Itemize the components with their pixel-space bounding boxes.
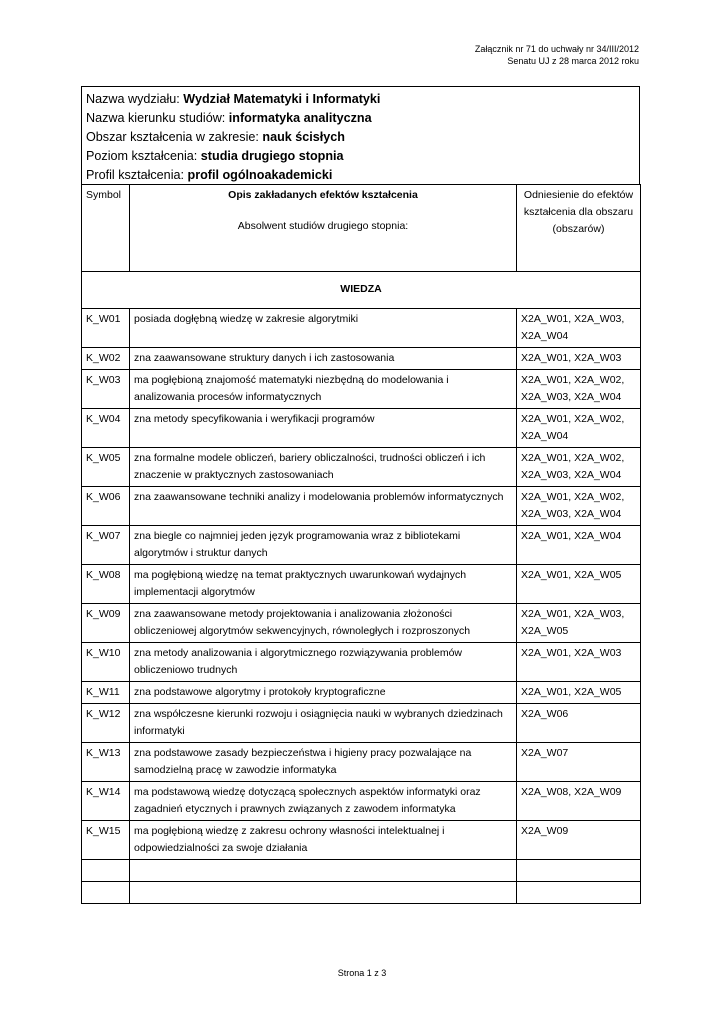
empty-cell bbox=[82, 882, 130, 904]
program-info-box bbox=[81, 86, 640, 185]
table-row bbox=[82, 409, 641, 448]
document-header bbox=[475, 43, 639, 67]
area-label: Obszar kształcenia w zakresie: bbox=[86, 130, 263, 144]
cell-reference: X2A_W01, X2A_W02, X2A_W03, X2A_W04 bbox=[517, 487, 641, 526]
cell-description: posiada dogłębną wiedzę w zakresie algorytmiki bbox=[130, 309, 517, 348]
cell-reference: X2A_W01, X2A_W02, X2A_W04 bbox=[517, 409, 641, 448]
cell-reference: X2A_W07 bbox=[517, 743, 641, 782]
profile-line bbox=[86, 166, 639, 185]
empty-row bbox=[82, 882, 641, 904]
level-line bbox=[86, 147, 639, 166]
empty-row bbox=[82, 860, 641, 882]
faculty-label: Nazwa wydziału: bbox=[86, 92, 184, 106]
cell-reference: X2A_W01, X2A_W05 bbox=[517, 565, 641, 604]
level-value: studia drugiego stopnia bbox=[200, 149, 344, 163]
cell-description: zna formalne modele obliczeń, bariery obliczalności, trudności obliczeń i ich znaczenie w praktycznych zastosowaniach bbox=[130, 448, 517, 487]
cell-symbol: K_W09 bbox=[82, 604, 130, 643]
cell-symbol: K_W14 bbox=[82, 782, 130, 821]
empty-cell bbox=[130, 860, 517, 882]
faculty-line bbox=[86, 90, 639, 109]
table-row bbox=[82, 682, 641, 704]
field-line bbox=[86, 109, 639, 128]
cell-symbol: K_W13 bbox=[82, 743, 130, 782]
cell-description: zna biegle co najmniej jeden język programowania wraz z bibliotekami algorytmów i struktur danych bbox=[130, 526, 517, 565]
cell-reference: X2A_W01, X2A_W03 bbox=[517, 643, 641, 682]
table-row bbox=[82, 643, 641, 682]
cell-symbol: K_W15 bbox=[82, 821, 130, 860]
table-row bbox=[82, 309, 641, 348]
table-row bbox=[82, 526, 641, 565]
cell-symbol: K_W07 bbox=[82, 526, 130, 565]
header-reference: Odniesienie do efektów kształcenia dla obszaru (obszarów) bbox=[517, 185, 641, 272]
area-value: nauk ścisłych bbox=[262, 130, 345, 144]
header-line-2: Senatu UJ z 28 marca 2012 roku bbox=[507, 56, 639, 66]
cell-reference: X2A_W09 bbox=[517, 821, 641, 860]
cell-description: zna metody analizowania i algorytmicznego rozwiązywania problemów obliczeniowo trudnych bbox=[130, 643, 517, 682]
cell-symbol: K_W06 bbox=[82, 487, 130, 526]
table-row bbox=[82, 743, 641, 782]
field-label: Nazwa kierunku studiów: bbox=[86, 111, 229, 125]
header-line-1: Załącznik nr 71 do uchwały nr 34/III/2012 bbox=[474, 44, 639, 54]
cell-reference: X2A_W01, X2A_W04 bbox=[517, 526, 641, 565]
cell-symbol: K_W08 bbox=[82, 565, 130, 604]
table-row bbox=[82, 448, 641, 487]
level-label: Poziom kształcenia: bbox=[86, 149, 201, 163]
empty-cell bbox=[517, 882, 641, 904]
faculty-value: Wydział Matematyki i Informatyki bbox=[183, 92, 381, 106]
section-title: WIEDZA bbox=[82, 272, 641, 309]
table-row bbox=[82, 604, 641, 643]
cell-reference: X2A_W01, X2A_W03 bbox=[517, 348, 641, 370]
cell-description: zna zaawansowane struktury danych i ich zastosowania bbox=[130, 348, 517, 370]
table-row bbox=[82, 348, 641, 370]
table-row bbox=[82, 821, 641, 860]
cell-reference: X2A_W06 bbox=[517, 704, 641, 743]
cell-reference: X2A_W08, X2A_W09 bbox=[517, 782, 641, 821]
cell-symbol: K_W02 bbox=[82, 348, 130, 370]
cell-description: ma podstawową wiedzę dotyczącą społecznych aspektów informatyki oraz zagadnień etycznych i prawnych związanych z zawodem informatyka bbox=[130, 782, 517, 821]
section-row bbox=[82, 272, 641, 309]
cell-description: zna metody specyfikowania i weryfikacji programów bbox=[130, 409, 517, 448]
cell-description: zna podstawowe algorytmy i protokoły kryptograficzne bbox=[130, 682, 517, 704]
learning-outcomes-table bbox=[81, 184, 641, 904]
table-row bbox=[82, 704, 641, 743]
cell-symbol: K_W10 bbox=[82, 643, 130, 682]
cell-symbol: K_W12 bbox=[82, 704, 130, 743]
table-row bbox=[82, 487, 641, 526]
cell-reference: X2A_W01, X2A_W03, X2A_W04 bbox=[517, 309, 641, 348]
empty-cell bbox=[82, 860, 130, 882]
cell-reference: X2A_W01, X2A_W02, X2A_W03, X2A_W04 bbox=[517, 448, 641, 487]
empty-cell bbox=[517, 860, 641, 882]
table-row bbox=[82, 370, 641, 409]
area-line bbox=[86, 128, 639, 147]
cell-symbol: K_W03 bbox=[82, 370, 130, 409]
page-number: Strona 1 z 3 bbox=[337, 968, 387, 978]
cell-reference: X2A_W01, X2A_W03, X2A_W05 bbox=[517, 604, 641, 643]
cell-description: ma pogłębioną znajomość matematyki niezbędną do modelowania i analizowania procesów informatycznych bbox=[130, 370, 517, 409]
empty-cell bbox=[130, 882, 517, 904]
cell-description: ma pogłębioną wiedzę na temat praktycznych uwarunkowań wydajnych implementacji algorytmów bbox=[130, 565, 517, 604]
header-symbol: Symbol bbox=[82, 185, 130, 272]
cell-symbol: K_W04 bbox=[82, 409, 130, 448]
cell-symbol: K_W05 bbox=[82, 448, 130, 487]
cell-description: zna współczesne kierunki rozwoju i osiągnięcia nauki w wybranych dziedzinach informatyki bbox=[130, 704, 517, 743]
header-description bbox=[130, 185, 517, 272]
profile-value: profil ogólnoakademicki bbox=[187, 168, 333, 182]
table-row bbox=[82, 565, 641, 604]
cell-description: zna zaawansowane techniki analizy i modelowania problemów informatycznych bbox=[130, 487, 517, 526]
header-description-title: Opis zakładanych efektów kształcenia bbox=[228, 189, 418, 201]
table-row bbox=[82, 782, 641, 821]
table-header-row bbox=[82, 185, 641, 272]
profile-label: Profil kształcenia: bbox=[86, 168, 188, 182]
cell-description: ma pogłębioną wiedzę z zakresu ochrony własności intelektualnej i odpowiedzialności za swoje działania bbox=[130, 821, 517, 860]
cell-description: zna podstawowe zasady bezpieczeństwa i higieny pracy pozwalające na samodzielną pracę w zawodzie informatyka bbox=[130, 743, 517, 782]
cell-symbol: K_W01 bbox=[82, 309, 130, 348]
cell-symbol: K_W11 bbox=[82, 682, 130, 704]
header-description-subtitle: Absolwent studiów drugiego stopnia: bbox=[237, 220, 409, 232]
cell-description: zna zaawansowane metody projektowania i analizowania złożoności obliczeniowej algorytmów sekwencyjnych, równoległych i rozproszonych bbox=[130, 604, 517, 643]
cell-reference: X2A_W01, X2A_W05 bbox=[517, 682, 641, 704]
cell-reference: X2A_W01, X2A_W02, X2A_W03, X2A_W04 bbox=[517, 370, 641, 409]
field-value: informatyka analityczna bbox=[228, 111, 372, 125]
